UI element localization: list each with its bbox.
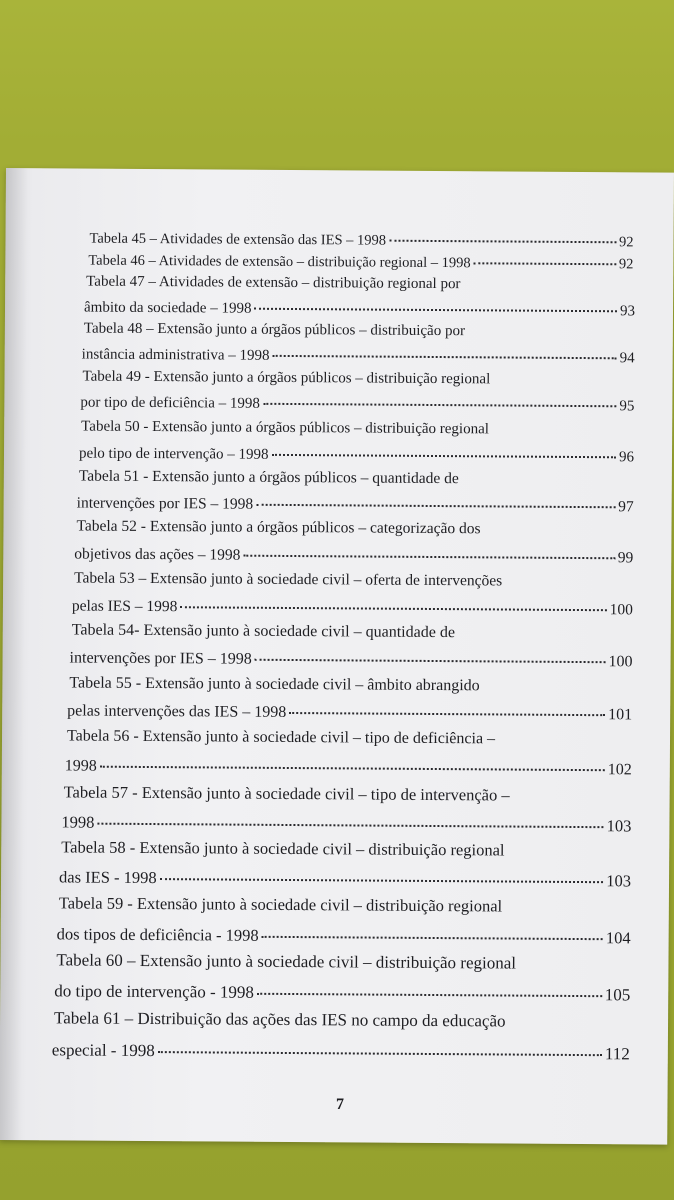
- toc-entry-line: [56, 950, 516, 973]
- toc-entry-title-continued: objetivos das ações – 1998: [74, 545, 241, 564]
- toc-page-number: 103: [606, 816, 632, 836]
- dot-leader: [263, 403, 616, 407]
- dot-leader: [160, 878, 604, 883]
- toc-page-number: 105: [604, 985, 631, 1005]
- toc-entry-line: [67, 727, 495, 748]
- toc-entry-title: Tabela 46 – Atividades de extensão – distribuição regional – 1998: [88, 252, 471, 272]
- toc-entry-title: Tabela 50 - Extensão junto a órgãos públicos – distribuição regional: [81, 418, 489, 438]
- toc-entry-line: [82, 347, 635, 368]
- toc-entry-line: [89, 231, 633, 252]
- toc-entry-line: [79, 446, 634, 467]
- toc-entry-line: [82, 369, 490, 389]
- toc-entry-title: Tabela 53 – Extensão junto à sociedade civil – oferta de intervenções: [74, 569, 503, 590]
- dot-leader: [180, 606, 606, 611]
- toc-entry-title: Tabela 61 – Distribuição das ações das IES no campo da educação: [54, 1008, 506, 1031]
- toc-entry-line: [84, 321, 465, 341]
- toc-entry-line: [69, 674, 479, 695]
- toc-entry-title: Tabela 51 - Extensão junto a órgãos públicos – quantidade de: [78, 467, 459, 488]
- toc-entry-title: Tabela 52 - Extensão junto a órgãos públicos – categorização dos: [76, 517, 481, 538]
- table-of-contents: [0, 168, 674, 1145]
- dot-leader: [255, 659, 606, 663]
- dot-leader: [474, 262, 616, 265]
- toc-entry-line: [74, 545, 633, 567]
- page-number: 7: [336, 1096, 344, 1113]
- toc-entry-title-continued: pelas IES – 1998: [71, 597, 178, 616]
- toc-entry-title-continued: intervenções por IES – 1998: [76, 494, 254, 513]
- toc-entry-line: [76, 518, 480, 539]
- toc-entry-title-continued: âmbito da sociedade – 1998: [83, 299, 252, 317]
- toc-entry-title: Tabela 55 - Extensão junto à sociedade civil – âmbito abrangido: [69, 674, 480, 695]
- toc-entry-title-continued: 1998: [64, 757, 97, 775]
- toc-entry-title: Tabela 56 - Extensão junto à sociedade civil – tipo de deficiência –: [66, 727, 496, 748]
- toc-page-number: 104: [605, 928, 631, 948]
- toc-page-number: 100: [609, 601, 633, 619]
- toc-page-number: 92: [618, 256, 634, 273]
- toc-entry-title: Tabela 57 - Extensão junto à sociedade civil – tipo de intervenção –: [63, 782, 510, 805]
- toc-page-number: 93: [619, 303, 636, 320]
- toc-page-number: 97: [618, 498, 634, 516]
- toc-entry-title-continued: pelo tipo de intervenção – 1998: [78, 445, 269, 463]
- dot-leader: [254, 308, 617, 313]
- book-page: [0, 168, 674, 1145]
- dot-leader: [158, 1051, 602, 1056]
- toc-entry-title: Tabela 59 - Extensão junto à sociedade civil – distribuição regional: [58, 893, 503, 916]
- toc-page-number: 94: [619, 350, 635, 367]
- toc-entry-title: Tabela 45 – Atividades de extensão das IES – 1998: [89, 230, 387, 249]
- toc-entry-line: [84, 300, 635, 321]
- toc-entry-title: Tabela 49 - Extensão junto a órgãos públicos – distribuição regional: [82, 368, 491, 388]
- toc-entry-title-continued: intervenções por IES – 1998: [69, 649, 252, 668]
- toc-entry-line: [86, 274, 460, 294]
- dot-leader: [100, 766, 605, 772]
- toc-page-number: 112: [604, 1044, 630, 1064]
- toc-entry-title-continued: especial - 1998: [51, 1040, 155, 1061]
- toc-entry-title-continued: dos tipos de deficiência - 1998: [56, 924, 259, 945]
- dot-leader: [389, 240, 616, 244]
- toc-entry-title: Tabela 48 – Extensão junto a órgãos públicos – distribuição por: [83, 320, 466, 340]
- toc-entry-line: [88, 253, 633, 274]
- toc-entry-line: [61, 812, 631, 836]
- toc-entry-line: [65, 757, 632, 779]
- toc-entry-line: [81, 419, 489, 439]
- toc-entry-line: [59, 893, 502, 916]
- toc-entry-title: Tabela 47 – Atividades de extensão – distribuição regional por: [86, 273, 461, 293]
- toc-page-number: 101: [608, 706, 633, 724]
- dot-leader: [289, 712, 605, 716]
- dot-leader: [272, 454, 616, 458]
- dot-leader: [243, 555, 614, 560]
- toc-entry-line: [59, 867, 631, 891]
- dot-leader: [273, 355, 617, 359]
- toc-entry-title-continued: instância administrativa – 1998: [81, 346, 270, 364]
- toc-entry-line: [72, 621, 455, 642]
- dot-leader: [262, 936, 603, 940]
- dot-leader: [97, 823, 603, 829]
- toc-entry-line: [77, 495, 634, 517]
- toc-entry-line: [67, 702, 632, 724]
- toc-entry-line: [64, 782, 510, 805]
- toc-entry-line: [80, 395, 634, 416]
- toc-page-number: 100: [608, 653, 633, 671]
- toc-page-number: 99: [617, 549, 634, 567]
- toc-entry-line: [79, 468, 459, 489]
- toc-entry-line: [74, 569, 502, 590]
- toc-entry-title: Tabela 60 – Extensão junto à sociedade civil – distribuição regional: [56, 950, 517, 973]
- toc-entry-title-continued: do tipo de intervenção - 1998: [54, 981, 255, 1002]
- toc-entry-line: [54, 981, 630, 1005]
- toc-entry-line: [72, 597, 633, 619]
- toc-page-number: 92: [618, 234, 634, 251]
- toc-entry-line: [54, 1008, 506, 1031]
- toc-entry-title: Tabela 54- Extensão junto à sociedade civil – quantidade de: [71, 621, 456, 642]
- toc-entry-line: [57, 924, 631, 948]
- toc-entry-line: [52, 1040, 630, 1064]
- dot-leader: [257, 993, 602, 997]
- toc-entry-title-continued: por tipo de deficiência – 1998: [80, 394, 260, 412]
- toc-entry-title: Tabela 58 - Extensão junto à sociedade civil – distribuição regional: [61, 837, 505, 860]
- toc-entry-line: [70, 649, 633, 671]
- toc-entry-title-continued: pelas intervenções das IES – 1998: [67, 702, 287, 721]
- toc-page-number: 103: [606, 871, 632, 891]
- toc-page-number: 95: [619, 398, 635, 415]
- toc-page-number: 96: [618, 449, 635, 466]
- toc-entry-title-continued: das IES - 1998: [58, 867, 157, 888]
- toc-entry-line: [61, 837, 504, 860]
- toc-page-number: 102: [607, 761, 632, 779]
- dot-leader: [256, 504, 615, 509]
- toc-entry-title-continued: 1998: [61, 812, 95, 832]
